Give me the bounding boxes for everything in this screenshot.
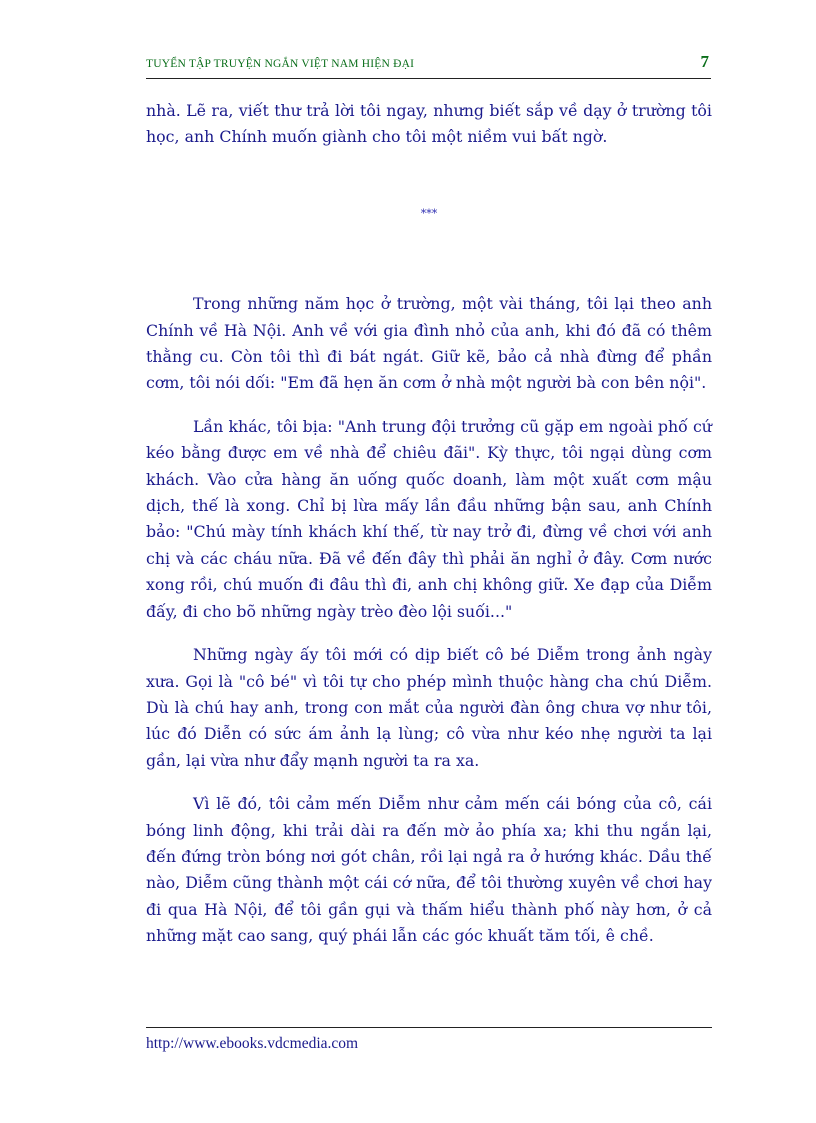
paragraph: Lần khác, tôi bịa: "Anh trung đội trưởng cũ gặp em ngoài phố cứ kéo bằng được em về nhà để chiêu đãi". Kỳ thực, tôi ngại dùng cơm khách. Vào cửa hàng ăn uống quốc doanh, làm một xuất cơm mậu dịch, thế là xong. Chỉ bị lừa mấy lần đầu những bận sau, anh Chính bảo: "Chú mày tính khách khí thế, từ nay trở đi, đừng về chơi với anh chị và các cháu nữa. Đã về đến đây thì phải ăn nghỉ ở đây. Cơm nước xong rồi, chú muốn đi đâu thì đi, anh chị không giữ. Xe đạp của Diễm đấy, đi cho bõ những ngày trèo đèo lội suối...": [146, 416, 712, 621]
footer-divider: [146, 1027, 712, 1028]
page-header: [146, 52, 711, 79]
footer-link[interactable]: http://www.ebooks.vdcmedia.com: [146, 1035, 359, 1052]
paragraph: Những ngày ấy tôi mới có dịp biết cô bé Diễm trong ảnh ngày xưa. Gọi là "cô bé" vì tôi tự cho phép mình thuộc hàng cha chú Diễm. Dù là chú hay anh, trong con mắt của người đàn ông chưa vợ như tôi, lúc đó Diễn có sức ám ảnh lạ lùng; cô vừa như kéo nhẹ người ta lại gần, lại vừa như đẩy mạnh người ta ra xa.: [146, 645, 712, 770]
paragraph-continuation: nhà. Lẽ ra, viết thư trả lời tôi ngay, nhưng biết sắp về dạy ở trường tôi học, anh Chính muốn giành cho tôi một niềm vui bất ngờ.: [146, 101, 712, 147]
page-body: [146, 98, 712, 967]
book-title: TUYỂN TẬP TRUYỆN NGẮN VIỆT NAM HIỆN ĐẠI: [146, 58, 415, 70]
paragraph: Trong những năm học ở trường, một vài tháng, tôi lại theo anh Chính về Hà Nội. Anh về với gia đình nhỏ của anh, khi đó đã có thêm thằng cu. Còn tôi thì đi bát ngát. Giữ kẽ, bảo cả nhà đừng để phần cơm, tôi nói dối: "Em đã hẹn ăn cơm ở nhà một người bà con bên nội".: [146, 294, 712, 393]
section-separator: ***: [420, 206, 438, 220]
page-number: 7: [700, 52, 709, 71]
paragraph: Vì lẽ đó, tôi cảm mến Diễm như cảm mến cái bóng của cô, cái bóng linh động, khi trải dài ra đến mờ ảo phía xa; khi thu ngắn lại, đến đứng tròn bóng nơi gót chân, rồi lại ngả ra ở hướng khác. Dầu thế nào, Diễm cũng thành một cái cớ nữa, để tôi thường xuyên về chơi hay đi qua Hà Nội, để tôi gần gụi và thấm hiểu thành phố này hơn, ở cả những mặt cao sang, quý phái lẫn các góc khuất tăm tối, ê chề.: [146, 794, 712, 946]
